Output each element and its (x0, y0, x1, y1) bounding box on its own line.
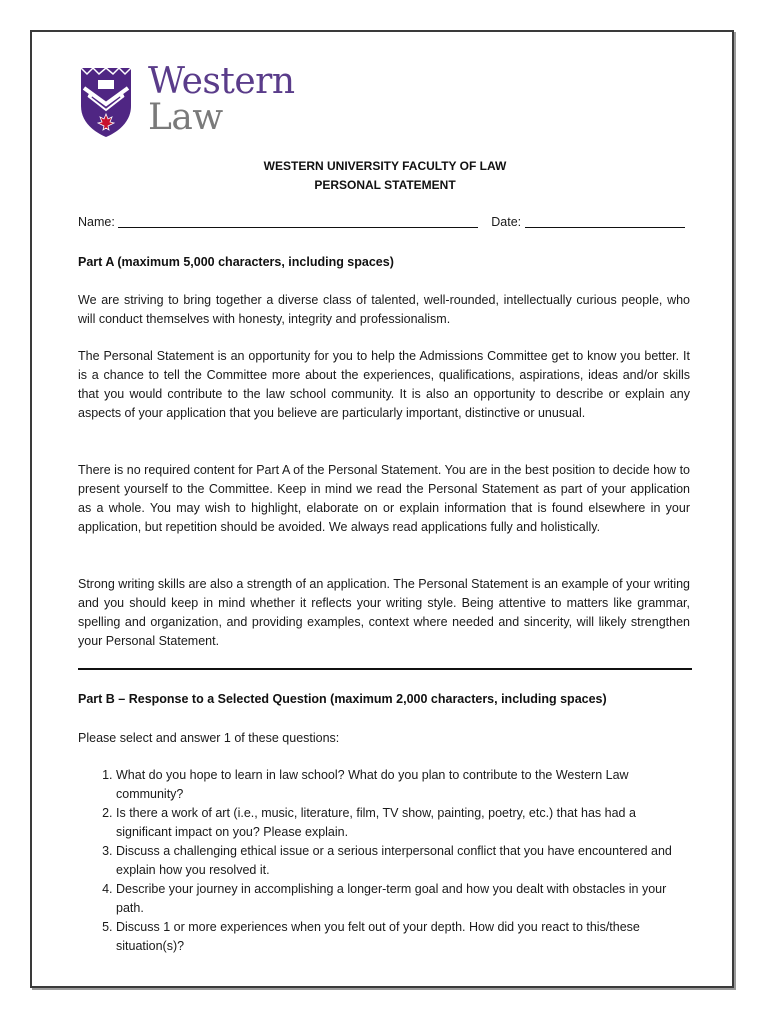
section-divider (78, 668, 692, 670)
part-a-paragraph: We are striving to bring together a diverse class of talented, well-rounded, intellectually curious people, who will conduct themselves with honesty, integrity and professionalism. (78, 293, 690, 326)
question-item: 1. What do you hope to learn in law school? What do you plan to contribute to the Western Law community? (116, 766, 690, 804)
part-b-title: Part B – Response to a Selected Question (maximum 2,000 characters, including spaces) (78, 692, 607, 706)
question-item: 3. Discuss a challenging ethical issue or a serious interpersonal conflict that you have encountered and explain how you resolved it. (116, 842, 690, 880)
date-label: Date: (491, 215, 522, 229)
name-label: Name: (78, 215, 115, 229)
name-field[interactable] (118, 215, 478, 228)
part-a-paragraph: Strong writing skills are also a strength of an application. The Personal Statement is an example of your writing and you should keep in mind whether it reflects your writing style. Being attentive to matters like grammar, spelling and organization, and providing examples, context where needed and sincerity, will likely strengthen your Personal Statement. (78, 577, 690, 648)
part-a-title: Part A (maximum 5,000 characters, including spaces) (78, 255, 394, 269)
part-a-paragraph: The Personal Statement is an opportunity for you to help the Admissions Committee get to know you better. It is a chance to tell the Committee more about the experiences, qualifications, aspirations, ideas and/or skills that you would contribute to the law school community. It is also an opportunity to describe or explain any aspects of your application that you believe are particularly important, distinctive or unusual. (78, 349, 690, 420)
document-subtitle: PERSONAL STATEMENT (314, 178, 456, 192)
question-item: 4. Describe your journey in accomplishing a longer-term goal and how you dealt with obstacles in your path. (116, 880, 690, 918)
question-item: 5. Discuss 1 or more experiences when you felt out of your depth. How did you react to this/these situation(s)? (116, 918, 690, 956)
question-list (78, 766, 690, 956)
document-title: WESTERN UNIVERSITY FACULTY OF LAW (263, 159, 507, 173)
name-date-row (78, 215, 685, 229)
part-a-paragraph: There is no required content for Part A of the Personal Statement. You are in the best position to decide how to present yourself to the Committee. Keep in mind we read the Personal Statement as part of your application as a whole. You may wish to highlight, elaborate on or explain information that is found elsewhere in your application, but repetition should be avoided. We always read applications fully and holistically. (78, 463, 690, 534)
logo-wordmark (148, 61, 295, 138)
date-field[interactable] (525, 215, 685, 228)
question-item: 2. Is there a work of art (i.e., music, literature, film, TV show, painting, poetry, etc.) that has had a significant impact on you? Please explain. (116, 804, 690, 842)
logo-line-1: Western (148, 61, 295, 102)
western-law-logo (78, 61, 318, 142)
crest-icon (78, 66, 134, 138)
part-b-intro: Please select and answer 1 of these questions: (78, 731, 340, 745)
logo-line-2: Law (148, 97, 223, 138)
